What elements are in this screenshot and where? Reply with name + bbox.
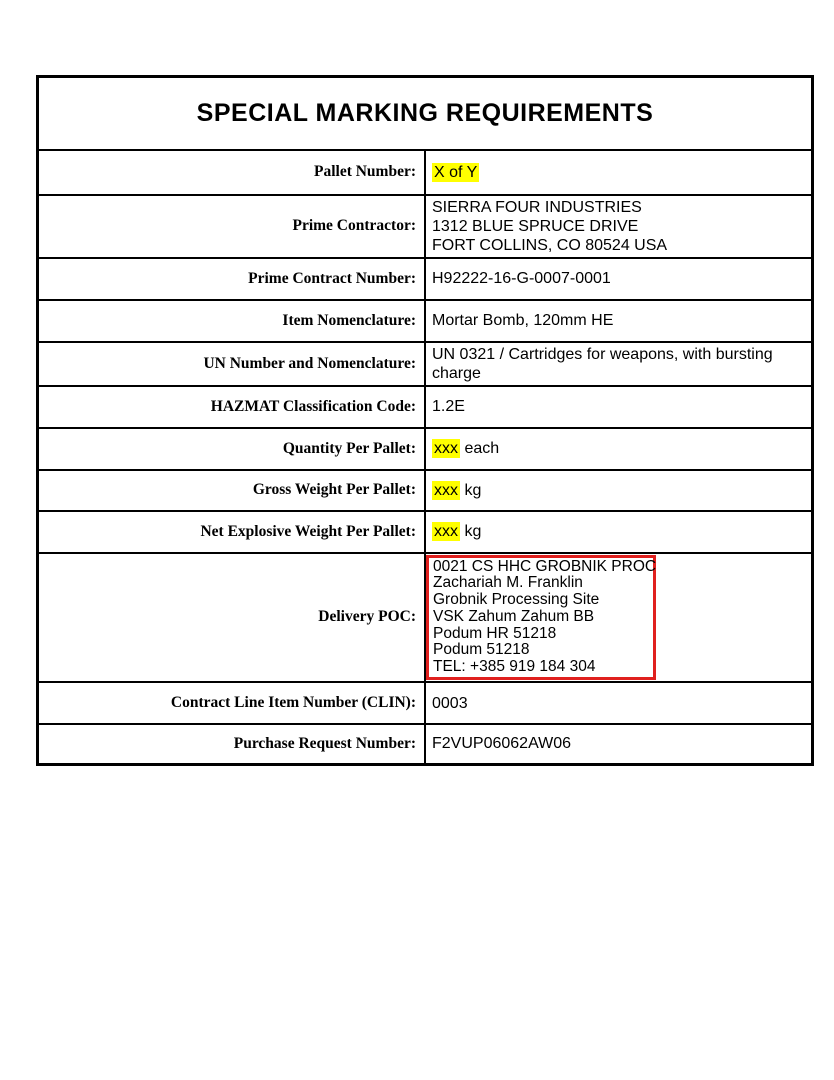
row-value-quantity-per-pallet <box>425 428 813 470</box>
table-row-purchase-request-number <box>38 724 813 764</box>
poc-postal-line: Podum 51218 <box>433 641 530 659</box>
contractor-city-line: FORT COLLINS, CO 80524 USA <box>432 236 668 254</box>
row-label-purchase-request-number: Purchase Request Number: <box>38 724 426 764</box>
table-row-net-explosive-weight <box>38 511 813 553</box>
row-value-clin: 0003 <box>425 682 813 724</box>
highlighted-value-gross-weight: xxx <box>434 481 458 499</box>
row-label-hazmat-code: HAZMAT Classification Code: <box>38 386 426 428</box>
row-label-prime-contractor: Prime Contractor: <box>38 195 426 258</box>
table-row-delivery-poc <box>38 553 813 683</box>
row-value-hazmat-code: 1.2E <box>425 386 813 428</box>
value-suffix-net-explosive-weight: kg <box>460 523 482 540</box>
row-label-item-nomenclature: Item Nomenclature: <box>38 300 426 342</box>
poc-city-line: Podum HR 51218 <box>433 624 557 642</box>
row-value-purchase-request-number: F2VUP06062AW06 <box>425 724 813 764</box>
poc-name-line: Zachariah M. Franklin <box>433 574 583 592</box>
table-row-item-nomenclature <box>38 300 813 342</box>
row-label-prime-contract-number: Prime Contract Number: <box>38 258 426 300</box>
row-value-prime-contractor <box>425 195 813 258</box>
table-row-prime-contractor <box>38 195 813 258</box>
value-suffix-gross-weight: kg <box>460 481 482 499</box>
highlighted-value-quantity: xxx <box>434 440 458 457</box>
poc-phone-line: TEL: +385 919 184 304 <box>433 658 596 676</box>
table-row-un-number <box>38 342 813 386</box>
table-row-hazmat-code <box>38 386 813 428</box>
row-label-delivery-poc: Delivery POC: <box>38 553 426 683</box>
table-row-gross-weight <box>38 470 813 511</box>
highlighted-value-net-explosive-weight: xxx <box>434 523 458 540</box>
row-label-net-explosive-weight: Net Explosive Weight Per Pallet: <box>38 511 426 553</box>
title-row <box>38 77 813 150</box>
row-value-pallet-number <box>425 150 813 195</box>
row-label-quantity-per-pallet: Quantity Per Pallet: <box>38 428 426 470</box>
row-value-prime-contract-number: H92222-16-G-0007-0001 <box>425 258 813 300</box>
delivery-poc-red-box <box>426 555 656 681</box>
contractor-name-line: SIERRA FOUR INDUSTRIES <box>432 198 642 216</box>
row-label-un-number: UN Number and Nomenclature: <box>38 342 426 386</box>
highlighted-value-pallet-number: X of Y <box>434 163 478 181</box>
row-label-clin: Contract Line Item Number (CLIN): <box>38 682 426 724</box>
contractor-street-line: 1312 BLUE SPRUCE DRIVE <box>432 217 639 235</box>
table-row-clin <box>38 682 813 724</box>
special-marking-requirements-table <box>36 75 814 766</box>
poc-unit-line: 0021 CS HHC GROBNIK PROC <box>433 557 657 575</box>
row-label-gross-weight: Gross Weight Per Pallet: <box>38 470 426 511</box>
poc-site-line: Grobnik Processing Site <box>433 591 600 609</box>
row-value-net-explosive-weight <box>425 511 813 553</box>
poc-street-line: VSK Zahum Zahum BB <box>433 607 595 625</box>
page-title: SPECIAL MARKING REQUIREMENTS <box>38 77 813 150</box>
row-value-delivery-poc <box>425 553 813 683</box>
table-row-pallet-number <box>38 150 813 195</box>
value-suffix-quantity: each <box>460 440 500 457</box>
row-value-item-nomenclature: Mortar Bomb, 120mm HE <box>425 300 813 342</box>
table-row-quantity-per-pallet <box>38 428 813 470</box>
row-value-gross-weight <box>425 470 813 511</box>
row-value-un-number: UN 0321 / Cartridges for weapons, with bursting charge <box>425 342 813 386</box>
table-row-prime-contract-number <box>38 258 813 300</box>
row-label-pallet-number: Pallet Number: <box>38 150 426 195</box>
